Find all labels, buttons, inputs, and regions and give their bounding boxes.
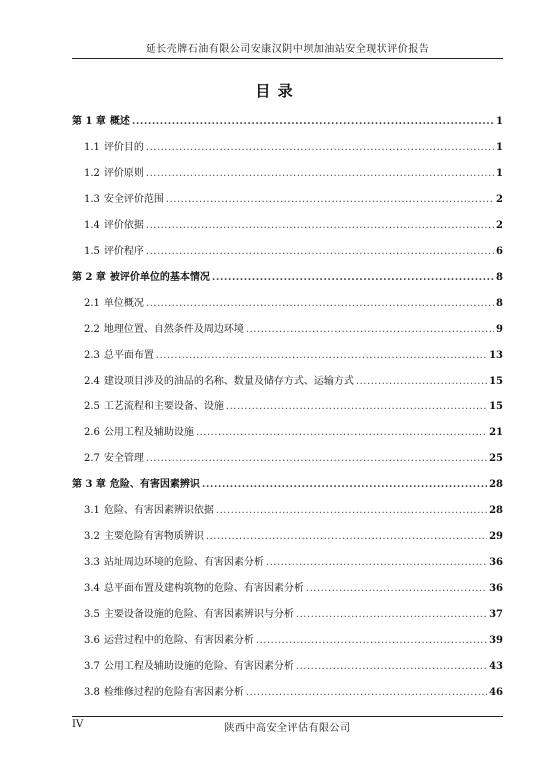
toc-entry-number: 2.3 (84, 349, 100, 361)
toc-entry-label: 危险、有害因素辨识依据 (103, 505, 214, 517)
toc-entry-label: 被评价单位的基本情况 (109, 271, 210, 283)
toc-entry-label: 安全评价范围 (103, 193, 164, 205)
toc-entry-label: 评价目的 (103, 141, 144, 153)
toc-entry-page: 46 (489, 686, 503, 698)
toc-leader-dots (166, 194, 494, 205)
footer-page-number: IV (72, 719, 84, 730)
toc-leader-dots (146, 142, 494, 153)
toc-leader-dots (212, 272, 494, 283)
toc-entry[interactable] (72, 372, 503, 388)
toc-entry-page: 37 (489, 609, 503, 621)
toc-entry-page: 25 (489, 453, 503, 465)
toc-entry-page: 28 (489, 479, 503, 491)
toc-entry[interactable] (72, 449, 503, 465)
toc-entry-page: 1 (496, 141, 503, 153)
toc-entry-label: 概述 (109, 116, 130, 127)
toc-leader-dots (196, 427, 487, 438)
toc-entry-label: 站址周边环境的危险、有害因素分析 (103, 557, 264, 569)
header-text: 延长壳牌石油有限公司安康汉阴中坝加油站安全现状评价报告 (145, 44, 430, 55)
toc-entry-page: 36 (489, 557, 503, 569)
toc-leader-dots (356, 376, 487, 387)
toc-entry-number: 3.4 (84, 583, 100, 595)
toc-leader-dots (246, 324, 494, 335)
toc-entry[interactable] (72, 216, 503, 232)
toc-leader-dots (296, 609, 487, 620)
toc-entry-number: 1.3 (84, 193, 100, 205)
toc-leader-dots (146, 246, 494, 257)
toc-leader-dots (246, 687, 487, 698)
toc-entry-number: 第 1 章 (72, 116, 106, 127)
toc-entry-number: 3.7 (84, 660, 100, 672)
toc-entry[interactable] (72, 164, 503, 180)
toc-entry-number: 3.1 (84, 505, 100, 517)
toc-entry-label: 主要设备设施的危险、有害因素辨识与分析 (103, 609, 294, 621)
page-footer (72, 716, 503, 734)
toc-entry[interactable] (72, 320, 503, 336)
toc-entry-number: 2.7 (84, 453, 100, 465)
toc-entry-page: 15 (489, 375, 503, 387)
toc-entry-page: 13 (489, 349, 503, 361)
toc-leader-dots (206, 531, 487, 542)
toc-entry[interactable] (72, 501, 503, 517)
toc-entry-label: 评价原则 (103, 167, 144, 179)
toc-entry[interactable] (72, 346, 503, 362)
toc-entry[interactable] (72, 242, 503, 258)
toc-entry-label: 公用工程及辅助设施的危险、有害因素分析 (103, 660, 294, 672)
toc-entry-label: 评价程序 (103, 245, 144, 257)
toc-entry-page: 1 (496, 116, 503, 127)
toc-leader-dots (146, 220, 494, 231)
toc-entry-page: 15 (489, 401, 503, 413)
toc-leader-dots (132, 116, 494, 127)
toc-entry-page: 9 (496, 323, 503, 335)
toc-entry-number: 1.2 (84, 167, 100, 179)
toc-leader-dots (266, 557, 487, 568)
toc-entry-page: 43 (489, 660, 503, 672)
toc-entry-number: 1.4 (84, 219, 100, 231)
toc-leader-dots (226, 401, 487, 412)
toc-entry[interactable] (72, 553, 503, 569)
toc-entry-number: 2.1 (84, 297, 100, 309)
toc-entry[interactable] (72, 423, 503, 439)
toc-entry-page: 6 (496, 245, 503, 257)
toc-entry[interactable] (72, 112, 503, 128)
toc-entry-number: 2.4 (84, 375, 100, 387)
toc-entry-label: 检维修过程的危险有害因素分析 (103, 686, 244, 698)
toc-entry-page: 39 (489, 635, 503, 646)
toc-entry-number: 2.6 (84, 427, 100, 439)
toc-entry-number: 3.6 (84, 635, 100, 646)
toc-entry[interactable] (72, 190, 503, 206)
toc-entry[interactable] (72, 579, 503, 595)
toc-leader-dots (146, 168, 494, 179)
toc-leader-dots (306, 583, 487, 594)
toc-entry-label: 主要危险有害物质辨识 (103, 531, 204, 543)
toc-entry-page: 29 (489, 531, 503, 543)
footer-org: 陕西中高安全评估有限公司 (224, 723, 351, 734)
toc-entry-label: 评价依据 (103, 219, 144, 231)
toc-entry-number: 3.5 (84, 609, 100, 621)
toc-entry-number: 第 2 章 (72, 271, 106, 283)
toc-entry-number: 第 3 章 (72, 479, 106, 491)
toc-entry-page: 36 (489, 583, 503, 595)
toc-leader-dots (146, 453, 487, 464)
toc-entry-page: 2 (496, 193, 503, 205)
toc-entry-label: 单位概况 (103, 297, 144, 309)
toc-entry[interactable] (72, 631, 503, 647)
toc-entry-page: 8 (496, 297, 503, 309)
toc-leader-dots (156, 350, 487, 361)
toc-title: 目 录 (255, 82, 294, 100)
toc-entry-page: 2 (496, 219, 503, 231)
toc-entry-label: 危险、有害因素辨识 (109, 479, 200, 491)
toc-entry-number: 1.1 (84, 141, 100, 153)
toc-entry-label: 总平面布置及建构筑物的危险、有害因素分析 (103, 583, 304, 595)
toc-entry-label: 运营过程中的危险、有害因素分析 (103, 635, 254, 646)
toc-entry-page: 8 (496, 271, 503, 283)
toc-entry-page: 21 (489, 427, 503, 439)
toc-entry-number: 3.3 (84, 557, 100, 569)
toc-entry-label: 地理位置、自然条件及周边环境 (103, 323, 244, 335)
toc-entry[interactable] (72, 268, 503, 284)
toc-leader-dots (216, 505, 487, 516)
page-header (72, 40, 503, 59)
toc-entry[interactable] (72, 657, 503, 673)
toc-entry[interactable] (72, 527, 503, 543)
toc-entry-label: 工艺流程和主要设备、设施 (103, 401, 224, 413)
toc-entry-number: 2.5 (84, 401, 100, 413)
toc-entry[interactable] (72, 475, 503, 491)
toc-leader-dots (202, 479, 487, 490)
toc-entry[interactable] (72, 138, 503, 154)
toc-entry[interactable] (72, 294, 503, 310)
toc-entry-number: 3.8 (84, 686, 100, 698)
toc-leader-dots (146, 298, 494, 309)
toc-entry-label: 总平面布置 (103, 349, 154, 361)
toc-entry-page: 28 (489, 505, 503, 517)
toc-entry-label: 安全管理 (103, 453, 144, 465)
toc-entry-label: 公用工程及辅助设施 (103, 427, 194, 439)
toc-entry-number: 2.2 (84, 323, 100, 335)
toc-leader-dots (256, 635, 487, 646)
toc-entry-label: 建设项目涉及的油品的名称、数量及储存方式、运输方式 (103, 375, 354, 387)
toc-entry-number: 1.5 (84, 245, 100, 257)
toc-entry-page: 1 (496, 167, 503, 179)
toc-entry[interactable] (72, 605, 503, 621)
toc-entry[interactable] (72, 683, 503, 699)
toc-entry[interactable] (72, 397, 503, 413)
toc-entry-number: 3.2 (84, 531, 100, 543)
toc-leader-dots (296, 661, 487, 672)
